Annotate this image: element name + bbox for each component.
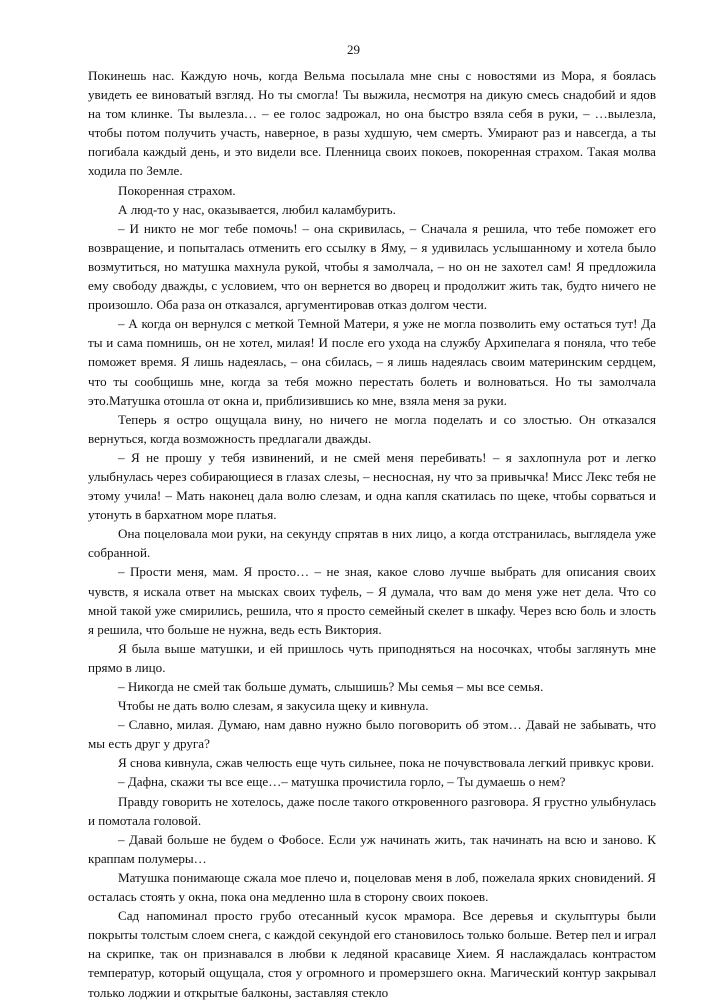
page-number: 29 [347,42,360,57]
paragraph: Я была выше матушки, и ей пришлось чуть приподняться на носочках, чтобы заглянуть мне прямо в лицо. [88,640,656,675]
paragraph: – Никогда не смей так больше думать, слышишь? Мы семья – мы все семья. [118,679,544,694]
paragraph: Сад напоминал просто грубо отесанный кусок мрамора. Все деревья и скульптуры были покрыты толстым слоем снега, с каждой секундой его становилось только больше. Ветер пел и играл на скрипке, так он признавался в любви к ледяной красавице Хием. Я наслаждалась контрастом температур, который ощущала, стоя у огромного и промерзшего окна. Магический контур закрывал только лоджии и открытые балконы, заставляя стекло [88,908,656,1000]
paragraph: – Я не прошу у тебя извинений, и не смей меня перебивать! – я захлопнула рот и легко улыбнулась через собирающиеся в глазах слезы, – несносная, ну что за привычка! Мисс Лекс тебя не этому учила! – Мать наконец дала волю слезам, и одна капля скатилась по щеке, чтобы сорваться и утонуть в бархатном море платья. [88,449,656,523]
paragraph: А люд-то у нас, оказывается, любил каламбурить. [118,201,396,217]
paragraph: – Славно, милая. Думаю, нам давно нужно было поговорить об этом… Давай не забывать, что мы есть друг у друга? [88,717,656,752]
paragraph: Чтобы не дать волю слезам, я закусила щеку и кивнула. [118,698,429,714]
paragraph: Я снова кивнула, сжав челюсть еще чуть сильнее, пока не почувствовала легкий привкус крови. [118,755,654,771]
paragraph: – А когда он вернулся с меткой Темной Матери, я уже не могла позволить ему остаться тут! Да ты и сама помнишь, он не хотел, милая! И после его ухода на службу Архипелага я поняла, что тебе поможет время. Я лишь надеялась, – она сбилась, – я лишь надеялась своим материнским сердцем, что ты сообщишь мне, когда за тебя можно перестать болеть и волноваться. Но ты замолчала это.Матушка отошла от окна и, приблизившись ко мне, взяла меня за руки. [88,316,656,408]
paragraph: Покоренная страхом. [118,182,236,198]
body-text [88,66,656,1002]
paragraph: – И никто не мог тебе помочь! – она скривилась, – Сначала я решила, что тебе поможет его возвращение, и попыталась отменить его ссылку в Яму, – я удивилась услышанному и хотела было возмутиться, но матушка махнула рукой, чтобы я замолчала, – но он не захотел сам! Я предложила ему свободу дважды, с условием, что он вернется во дворец и продолжит жить так, будто ничего не произошло. Оба раза он отказался, аргументировав отказ долгом чести. [88,220,656,313]
paragraph: Матушка понимающе сжала мое плечо и, поцеловав меня в лоб, пожелала ярких сновидений. Я осталась стоять у окна, пока она медленно шла в сторону своих покоев. [88,869,656,905]
paragraph: – Давай больше не будем о Фобосе. Если уж начинать жить, так начинать на всю и заново. К краппам полумеры… [88,831,656,866]
paragraph: Правду говорить не хотелось, даже после такого откровенного разговора. Я грустно улыбнулась и помотала головой. [88,793,656,828]
paragraph: Она поцеловала мои руки, на секунду спрятав в них лицо, а когда отстранилась, выглядела уже собранной. [88,526,656,561]
paragraph: Покинешь нас. Каждую ночь, когда Вельма посылала мне сны с новостями из Мора, я боялась увидеть ее виноватый взгляд. Но ты смогла! Ты выжила, несмотря на дикую смесь снадобий и ядов на том клинке. Ты вылезла… – ее голос задрожал, но она быстро взяла себя в руки, – …вылезла, чтобы потом получить участь, наверное, в разы худшую, чем смерть. Умирают раз и навсегда, а ты погибала каждый день, и это видели все. Пленница своих покоев, покоренная страхом. Такая молва ходила по Земле. [88,68,656,179]
paragraph: – Дафна, скажи ты все еще…– матушка прочистила горло, – Ты думаешь о нем? [118,774,566,790]
paragraph: Теперь я остро ощущала вину, но ничего не могла поделать и со злостью. Он отказался вернуться, когда возможность предлагали дважды. [88,411,656,446]
paragraph: – Прости меня, мам. Я просто… – не зная, какое слово лучше выбрать для описания своих чувств, я искала ответ на мысках своих туфель, – Я думала, что вам до меня уже нет дела. Что со мной такой уже смирились, решила, что я просто семейный скелет в шкафу. Через всю боль и злость я решила, что больше не нужна, ведь есть Виктория. [88,564,656,637]
